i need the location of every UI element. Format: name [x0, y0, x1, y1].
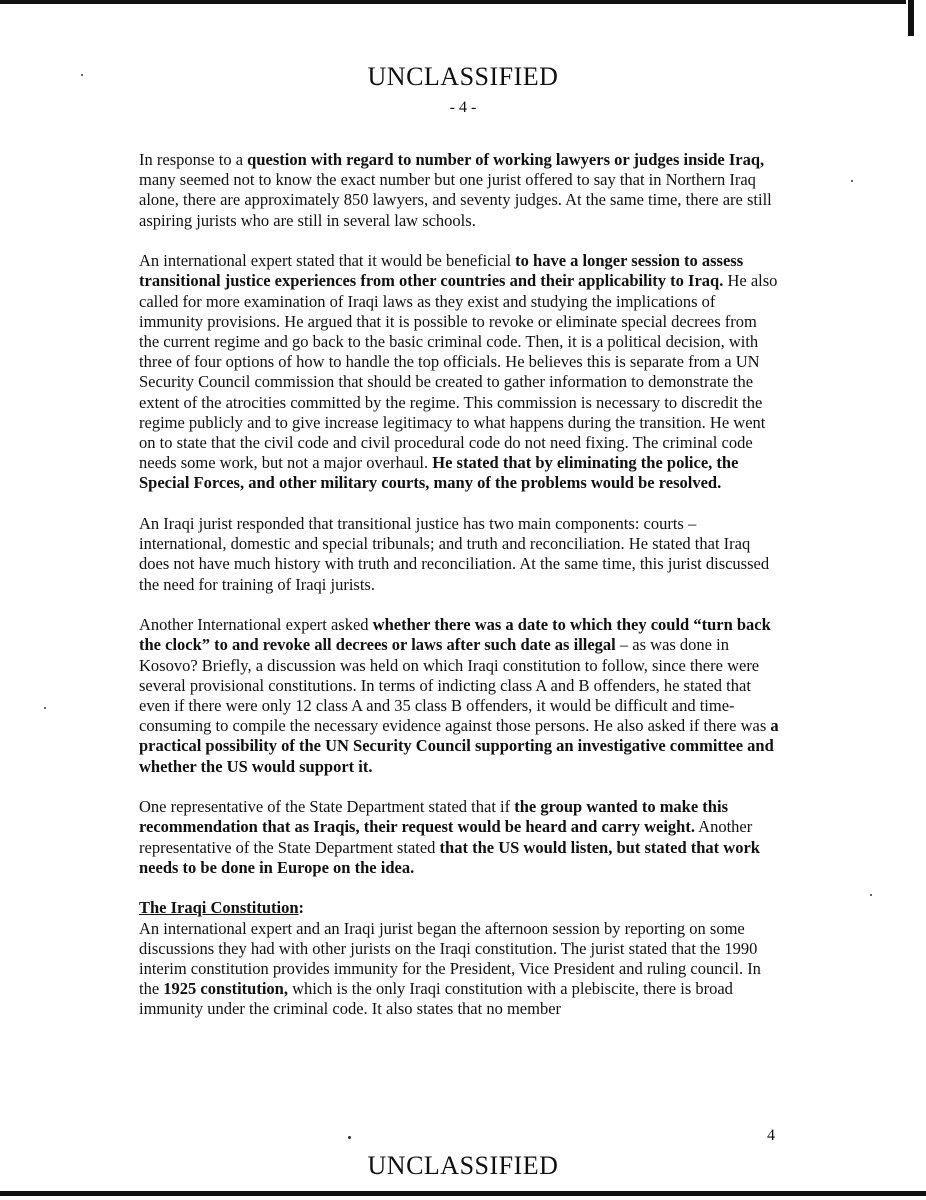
footer-classification: UNCLASSIFIED — [367, 1151, 559, 1180]
header-classification: UNCLASSIFIED — [367, 62, 559, 91]
scan-speck — [44, 707, 46, 709]
scan-edge-bottom — [0, 1191, 926, 1196]
text-run: An international expert and an Iraqi jurist began the afternoon session by reporting on some discussions they had with other jurists on the Iraqi constitution. The jurist stated that the 1990 interim constitution provides immunity for the President, Vice President and ruling council. In the — [139, 918, 761, 999]
text-run: In response to a — [139, 150, 248, 169]
text-run-bold: the group wanted to make this recommendation that as Iraqis, their request would be heard and carry weight. — [139, 797, 728, 837]
scan-speck — [851, 180, 853, 182]
scan-speck — [870, 894, 872, 896]
section-heading-suffix: : — [298, 898, 305, 918]
footer-page-number: 4 — [767, 1127, 775, 1144]
text-run: Another representative of the State Department stated — [139, 817, 753, 857]
section-heading — [139, 898, 779, 918]
scan-edge-right — [908, 0, 914, 36]
text-run-bold: 1925 constitution, — [163, 979, 288, 999]
header-page-marker: - 4 - — [449, 99, 477, 116]
section-heading-text: The Iraqi Constitution — [139, 898, 299, 918]
paragraph-3 — [139, 514, 779, 595]
text-run: many seemed not to know the exact number but one jurist offered to say that in Northern Iraq alone, there are approximately 850 lawyers, and seventy judges. At the same time, there are still aspiring jurists who are still in several law schools. — [139, 170, 772, 230]
text-run-bold: He stated that by eliminating the police, the Special Forces, and other military courts, many of the problems would be resolved. — [139, 453, 739, 493]
scan-speck — [348, 1136, 351, 1139]
scan-speck — [81, 74, 83, 76]
text-run: He also called for more examination of Iraqi laws as they exist and studying the implications of immunity provisions. He argued that it is possible to revoke or eliminate special decrees from the current regime and go back to the basic criminal code. Then, it is a political decision, with three of four options of how to handle the top officials. He believes this is separate from a UN Security Council commission that should be created to gather information to demonstrate the extent of the atrocities committed by the regime. This commission is necessary to discredit the regime publicly and to give increase legitimacy to what happens during the transition. He went on to state that the civil code and civil procedural code do not need fixing. The criminal code needs some work, but not a major overhaul. — [139, 271, 778, 473]
text-run: An international expert stated that it would be beneficial — [139, 251, 516, 271]
text-run: One representative of the State Department stated that if — [139, 797, 515, 817]
paragraph-2 — [139, 251, 779, 493]
text-run: – as was done in Kosovo? Briefly, a discussion was held on which Iraqi constitution to follow, since there were several provisional constitutions. In terms of indicting class A and B offenders, he stated that even if there were only 12 class A and 35 class B offenders, it would be difficult and time-consuming to compile the necessary evidence against those persons. He also asked if there was — [139, 635, 771, 736]
section-paragraph — [139, 919, 779, 1020]
text-run: An Iraqi jurist responded that transitional justice has two main components: courts – international, domestic and special tribunals; and truth and reconciliation. He stated that Iraq does not have much history with truth and reconciliation. At the same time, this jurist discussed the need for training of Iraqi jurists. — [139, 514, 770, 594]
paragraph-1 — [139, 150, 779, 231]
paragraph-4 — [139, 615, 779, 777]
text-run: which is the only Iraqi constitution with a plebiscite, there is broad immunity under the criminal code. It also states that no member — [139, 979, 733, 1019]
text-run-bold: that the US would listen, but stated that work needs to be done in Europe on the idea. — [139, 837, 760, 877]
paragraph-5 — [139, 797, 779, 878]
text-run-bold: whether there was a date to which they could “turn back the clock” to and revoke all decrees or laws after such date as illegal — [139, 615, 771, 655]
document-body — [139, 150, 779, 1040]
text-run: Another International expert asked — [139, 615, 373, 635]
text-run-bold: a practical possibility of the UN Security Council supporting an investigative committee and whether the US would support it. — [139, 716, 779, 776]
scan-edge-top — [0, 0, 906, 4]
text-run-bold: question with regard to number of working lawyers or judges inside Iraq, — [247, 150, 765, 169]
text-run-bold: to have a longer session to assess transitional justice experiences from other countries and their applicability to Iraq. — [139, 251, 744, 291]
